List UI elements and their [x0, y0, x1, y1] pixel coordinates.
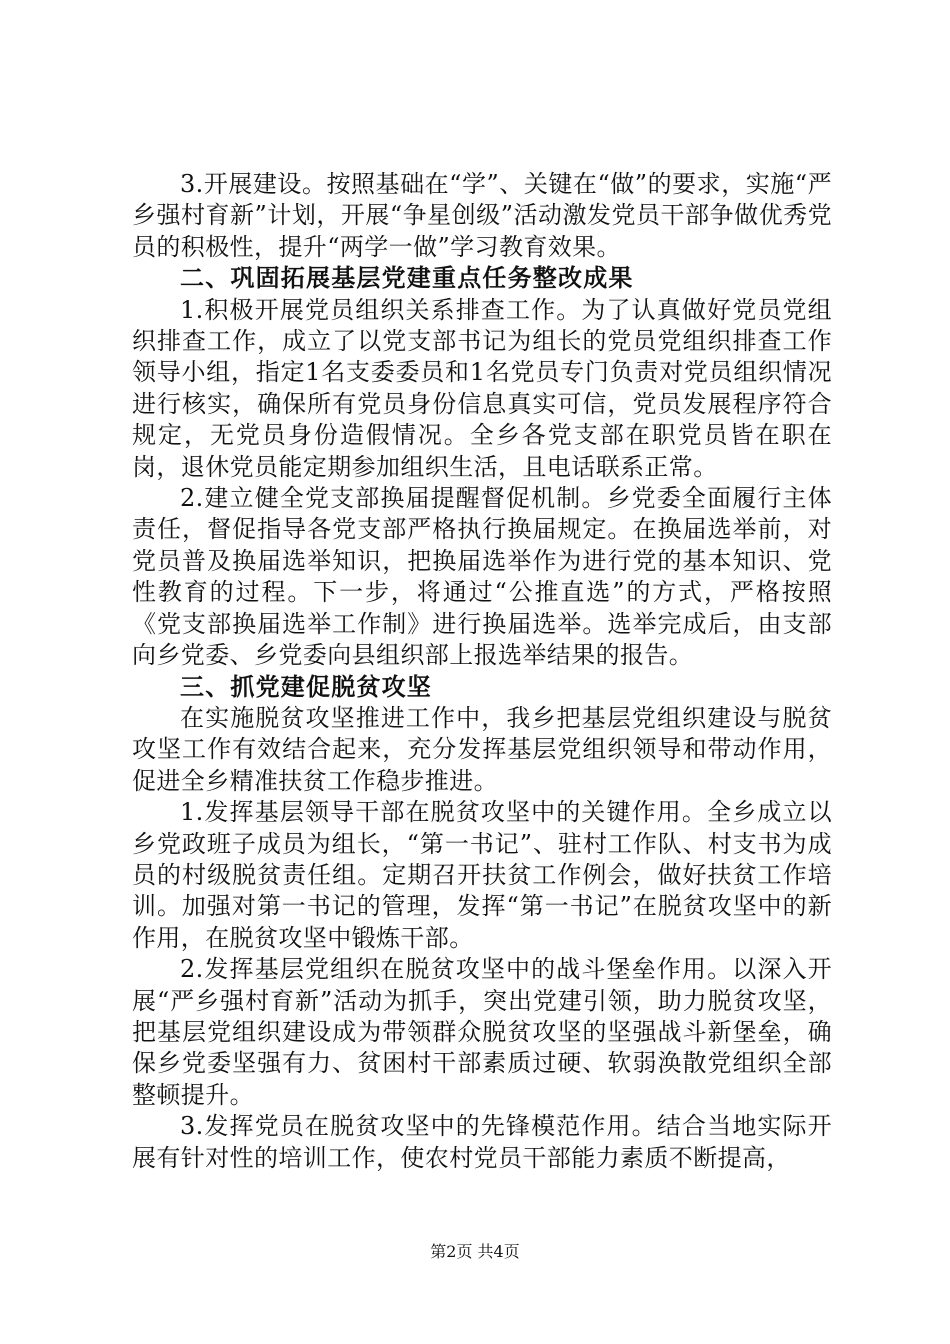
paragraph-organization-role: 2.发挥基层党组织在脱贫攻坚中的战斗堡垒作用。以深入开展“严乡强村育新”活动为抓手，突出党建引领，助力脱贫攻坚，把基层党组织建设成为带领群众脱贫攻坚的坚强战斗新堡垒，确保乡党委坚强有力、贫困村干部素质过硬、软弱涣散党组织全部整顿提升。: [132, 955, 832, 1109]
paragraph-leaders-role: 1.发挥基层领导干部在脱贫攻坚中的关键作用。全乡成立以乡党政班子成员为组长，“第一书记”、驻村工作队、村支书为成员的村级脱贫责任组。定期召开扶贫工作例会，做好扶贫工作培训。加强对第一书记的管理，发挥“第一书记”在脱贫攻坚中的新作用，在脱贫攻坚中锻炼干部。: [132, 798, 832, 952]
section-heading-rectification: 二、巩固拓展基层党建重点任务整改成果: [180, 264, 634, 293]
page-footer: 第2页 共4页: [430, 1242, 520, 1261]
document-body: [132, 169, 832, 1174]
paragraph-membership-check: 1.积极开展党员组织关系排查工作。为了认真做好党员党组织排查工作，成立了以党支部书记为组长的党员党组织排查工作领导小组，指定1名支委委员和1名党员专门负责对党员组织情况进行核实，确保所有党员身份信息真实可信，党员发展程序符合规定，无党员身份造假情况。全乡各党支部在职党员皆在职在岗，退休党员能定期参加组织生活，且电话联系正常。: [132, 295, 832, 481]
paragraph-build-activities: 3.开展建设。按照基础在“学”、关键在“做”的要求，实施“严乡强村育新”计划，开展“争星创级”活动激发党员干部争做优秀党员的积极性，提升“两学一做”学习教育效果。: [132, 170, 832, 261]
section-heading-poverty: 三、抓党建促脱贫攻坚: [180, 672, 432, 701]
paragraph-members-role: 3.发挥党员在脱贫攻坚中的先锋模范作用。结合当地实际开展有针对性的培训工作，使农村党员干部能力素质不断提高，: [132, 1112, 832, 1172]
paragraph-poverty-intro: 在实施脱贫攻坚推进工作中，我乡把基层党组织建设与脱贫攻坚工作有效结合起来，充分发挥基层党组织领导和带动作用，促进全乡精准扶贫工作稳步推进。: [132, 703, 832, 795]
paragraph-election-mechanism: 2.建立健全党支部换届提醒督促机制。乡党委全面履行主体责任，督促指导各党支部严格执行换届规定。在换届选举前，对党员普及换届选举知识，把换届选举作为进行党的基本知识、党性教育的过程。下一步，将通过“公推直选”的方式，严格按照《党支部换届选举工作制》进行换届选举。选举完成后，由支部向乡党委、乡党委向县组织部上报选举结果的报告。: [132, 484, 832, 670]
